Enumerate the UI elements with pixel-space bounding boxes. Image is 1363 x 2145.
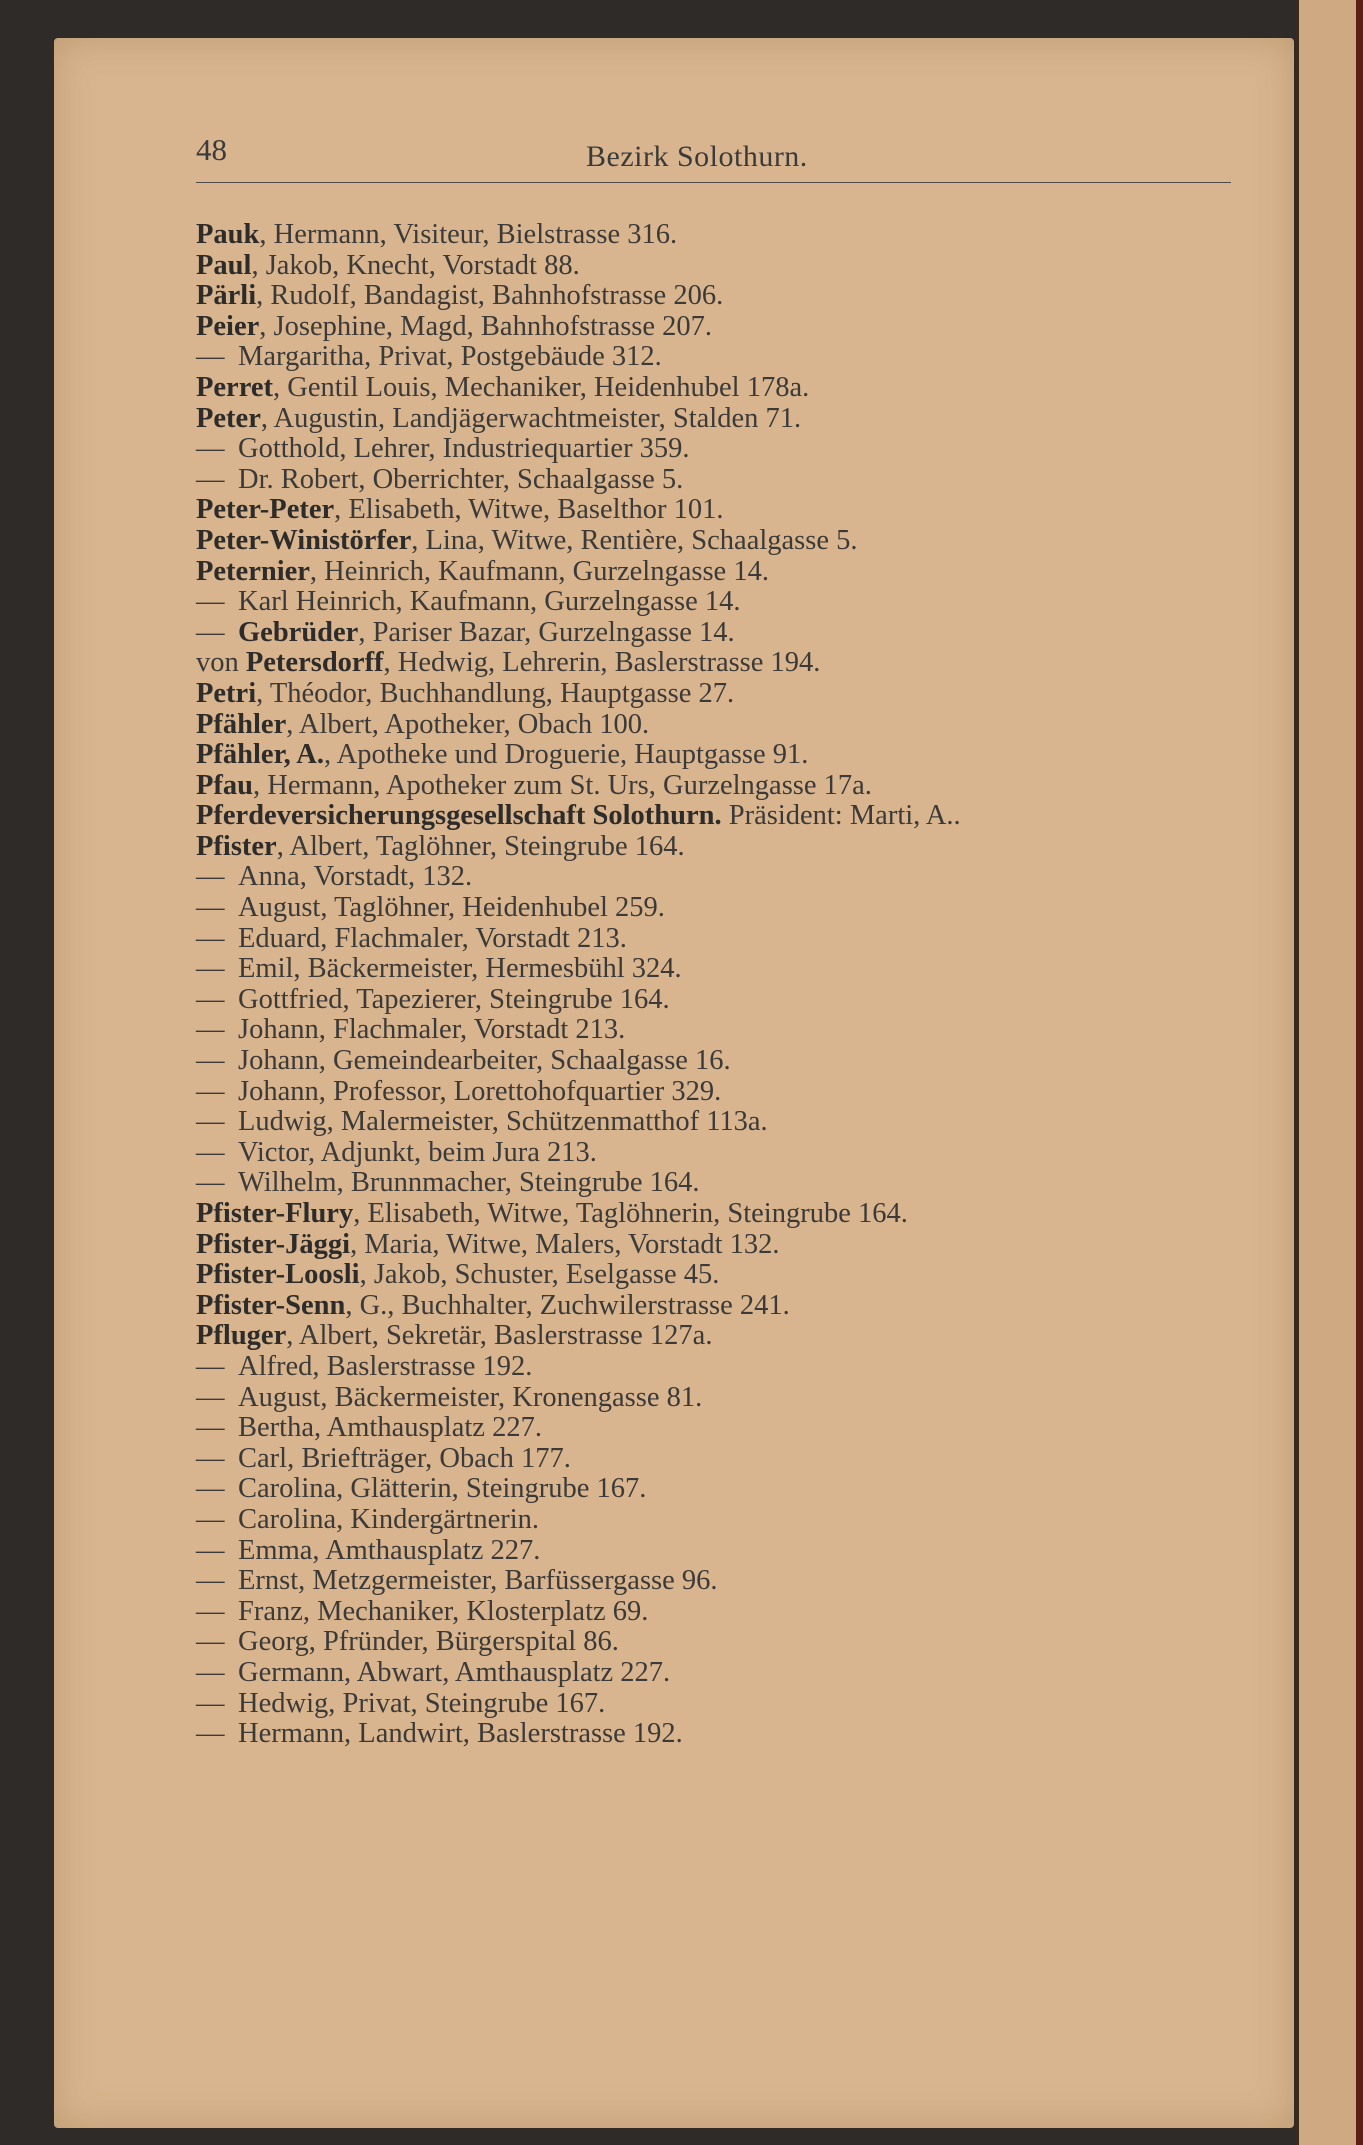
- entry-details: , Apotheke und Droguerie, Hauptgasse 91.: [324, 739, 809, 771]
- entry-details: Emil, Bäckermeister, Hermesbühl 324.: [238, 953, 682, 985]
- entry-details: , Jakob, Knecht, Vorstadt 88.: [251, 249, 580, 281]
- directory-entry: [196, 710, 1276, 741]
- directory-entries: [196, 220, 1276, 1750]
- entry-details: , Jakob, Schuster, Eselgasse 45.: [359, 1259, 720, 1291]
- directory-entry: [196, 312, 1276, 343]
- entry-details: Eduard, Flachmaler, Vorstadt 213.: [238, 922, 627, 954]
- running-head: Bezirk Solothurn.: [586, 140, 808, 173]
- directory-entry: [196, 1015, 1276, 1046]
- entry-details: August, Bäckermeister, Kronengasse 81.: [238, 1381, 703, 1413]
- entry-details: Margaritha, Privat, Postgebäude 312.: [238, 341, 662, 373]
- entry-surname: Paul: [196, 249, 252, 281]
- entry-details: , Elisabeth, Witwe, Taglöhnerin, Steingrube 164.: [353, 1198, 908, 1229]
- header-rule: [196, 182, 1231, 183]
- entry-prefix: —: [196, 1045, 225, 1077]
- directory-entry: [196, 679, 1276, 710]
- entry-surname: Pfister-Jäggi: [196, 1228, 351, 1260]
- directory-entry: [196, 648, 1276, 679]
- directory-entry: [196, 1352, 1276, 1383]
- directory-entry: [196, 1107, 1276, 1138]
- entry-details: Johann, Flachmaler, Vorstadt 213.: [238, 1014, 626, 1046]
- entry-details: , Albert, Taglöhner, Steingrube 164.: [276, 830, 685, 862]
- directory-entry: [196, 1046, 1276, 1077]
- entry-details: , Josephine, Magd, Bahnhofstrasse 207.: [259, 310, 713, 342]
- directory-entry: [196, 1321, 1276, 1352]
- entry-prefix: —: [196, 1075, 225, 1107]
- directory-entry: [196, 1077, 1276, 1108]
- entry-prefix: —: [196, 1106, 225, 1138]
- entry-details: Hedwig, Privat, Steingrube 167.: [238, 1687, 606, 1719]
- entry-details: , Elisabeth, Witwe, Baselthor 101.: [334, 494, 724, 526]
- entry-details: Bertha, Amthausplatz 227.: [238, 1412, 542, 1444]
- entry-details: Johann, Professor, Lorettohofquartier 329.: [238, 1075, 722, 1107]
- entry-surname: Peter-Peter: [196, 494, 335, 526]
- entry-prefix: —: [196, 953, 225, 985]
- directory-entry: [196, 404, 1276, 435]
- directory-entry: [196, 1719, 1276, 1750]
- entry-details: August, Taglöhner, Heidenhubel 259.: [238, 892, 665, 924]
- directory-entry: [196, 1138, 1276, 1169]
- entry-details: , Maria, Witwe, Malers, Vorstadt 132.: [350, 1228, 780, 1260]
- entry-surname: Pärli: [196, 280, 257, 312]
- entry-prefix: —: [196, 586, 225, 618]
- entry-details: Georg, Pfründer, Bürgerspital 86.: [238, 1626, 619, 1658]
- entry-prefix: —: [196, 1687, 225, 1719]
- entry-prefix: —: [196, 1595, 225, 1627]
- entry-prefix: —: [196, 1503, 225, 1535]
- directory-entry: [196, 557, 1276, 588]
- entry-details: Carolina, Kindergärtnerin.: [238, 1503, 540, 1535]
- entry-details: Ernst, Metzgermeister, Barfüssergasse 96.: [238, 1565, 718, 1597]
- entry-prefix: —: [196, 341, 225, 373]
- directory-entry: [196, 1474, 1276, 1505]
- directory-entry: [196, 526, 1276, 557]
- entry-prefix: —: [196, 1534, 225, 1566]
- directory-entry: [196, 801, 1276, 832]
- entry-details: , Hermann, Visiteur, Bielstrasse 316.: [259, 219, 678, 250]
- entry-prefix: —: [196, 861, 225, 893]
- entry-surname: Pfähler, A.: [196, 739, 324, 771]
- entry-prefix: —: [196, 1442, 225, 1474]
- entry-details: Emma, Amthausplatz 227.: [238, 1534, 541, 1566]
- entry-details: , Gentil Louis, Mechaniker, Heidenhubel 178a.: [272, 371, 810, 403]
- directory-entry: [196, 587, 1276, 618]
- book-spine-edge: [1356, 0, 1363, 2145]
- entry-details: , Théodor, Buchhandlung, Hauptgasse 27.: [256, 677, 735, 709]
- entry-details: Dr. Robert, Oberrichter, Schaalgasse 5.: [238, 463, 684, 495]
- entry-details: Franz, Mechaniker, Klosterplatz 69.: [238, 1595, 649, 1627]
- entry-surname: Petersdorff: [245, 647, 384, 679]
- entry-details: , Albert, Sekretär, Baslerstrasse 127a.: [286, 1320, 713, 1352]
- directory-entry: [196, 1260, 1276, 1291]
- directory-entry: [196, 985, 1276, 1016]
- entry-surname: Peter-Winistörfer: [196, 524, 412, 556]
- directory-entry: [196, 1689, 1276, 1720]
- directory-entry: [196, 373, 1276, 404]
- directory-entry: [196, 1168, 1276, 1199]
- entry-details: Ludwig, Malermeister, Schützenmatthof 113a.: [238, 1106, 768, 1138]
- entry-prefix: —: [196, 1565, 225, 1597]
- entry-prefix: —: [196, 433, 225, 465]
- page-number: 48: [196, 132, 227, 167]
- entry-surname: Perret: [196, 371, 273, 403]
- directory-entry: [196, 1444, 1276, 1475]
- entry-details: , Heinrich, Kaufmann, Gurzelngasse 14.: [309, 555, 769, 587]
- entry-details: , Albert, Apotheker, Obach 100.: [286, 708, 650, 740]
- entry-details: , Rudolf, Bandagist, Bahnhofstrasse 206.: [256, 280, 724, 312]
- entry-prefix: —: [196, 1412, 225, 1444]
- directory-entry: [196, 1627, 1276, 1658]
- directory-entry: [196, 1658, 1276, 1689]
- directory-entry: [196, 618, 1276, 649]
- entry-surname: Pauk: [196, 219, 260, 250]
- entry-details: , G., Buchhalter, Zuchwilerstrasse 241.: [345, 1289, 790, 1321]
- entry-details: Gotthold, Lehrer, Industriequartier 359.: [238, 433, 690, 465]
- entry-details: Carolina, Glätterin, Steingrube 167.: [238, 1473, 647, 1505]
- entry-prefix: —: [196, 892, 225, 924]
- directory-entry: [196, 1505, 1276, 1536]
- entry-surname: Pfau: [196, 769, 253, 801]
- directory-entry: [196, 954, 1276, 985]
- entry-surname: Pfister: [196, 830, 277, 862]
- entry-prefix: —: [196, 1167, 225, 1199]
- entry-details: , Lina, Witwe, Rentière, Schaalgasse 5.: [411, 524, 858, 556]
- entry-prefix: —: [196, 1473, 225, 1505]
- entry-prefix: —: [196, 983, 225, 1015]
- entry-surname: Pfister-Loosli: [196, 1259, 360, 1291]
- directory-entry: [196, 832, 1276, 863]
- entry-surname: Gebrüder: [238, 616, 359, 648]
- entry-details: Victor, Adjunkt, beim Jura 213.: [238, 1136, 597, 1168]
- entry-details: Alfred, Baslerstrasse 192.: [238, 1350, 533, 1382]
- entry-prefix: von: [196, 647, 239, 679]
- entry-details: Präsident: Marti, A..: [721, 800, 961, 832]
- entry-details: Wilhelm, Brunnmacher, Steingrube 164.: [238, 1167, 700, 1199]
- entry-surname: Pfluger: [196, 1320, 287, 1352]
- entry-surname: Petri: [196, 677, 257, 709]
- entry-surname: Peier: [196, 310, 260, 342]
- entry-prefix: —: [196, 463, 225, 495]
- directory-entry: [196, 1199, 1276, 1230]
- entry-details: Anna, Vorstadt, 132.: [238, 861, 473, 893]
- entry-surname: Pfister-Flury: [196, 1198, 354, 1229]
- directory-entry: [196, 1413, 1276, 1444]
- directory-entry: [196, 1230, 1276, 1261]
- entry-details: , Pariser Bazar, Gurzelngasse 14.: [358, 616, 735, 648]
- entry-details: Gottfried, Tapezierer, Steingrube 164.: [238, 983, 670, 1015]
- entry-prefix: —: [196, 1350, 225, 1382]
- entry-details: , Augustin, Landjägerwachtmeister, Stalden 71.: [260, 402, 802, 434]
- directory-entry: [196, 1536, 1276, 1567]
- entry-details: Johann, Gemeindearbeiter, Schaalgasse 16.: [238, 1045, 731, 1077]
- directory-entry: [196, 251, 1276, 282]
- entry-details: Carl, Briefträger, Obach 177.: [238, 1442, 571, 1474]
- directory-entry: [196, 342, 1276, 373]
- directory-entry: [196, 740, 1276, 771]
- entry-prefix: —: [196, 1381, 225, 1413]
- entry-details: Hermann, Landwirt, Baslerstrasse 192.: [238, 1718, 683, 1750]
- directory-entry: [196, 434, 1276, 465]
- entry-prefix: —: [196, 1136, 225, 1168]
- entry-details: , Hedwig, Lehrerin, Baslerstrasse 194.: [383, 647, 821, 679]
- entry-details: Karl Heinrich, Kaufmann, Gurzelngasse 14.: [238, 586, 741, 618]
- directory-entry: [196, 495, 1276, 526]
- directory-entry: [196, 862, 1276, 893]
- entry-details: , Hermann, Apotheker zum St. Urs, Gurzelngasse 17a.: [253, 769, 872, 801]
- entry-surname: Pfister-Senn: [196, 1289, 346, 1321]
- directory-entry: [196, 924, 1276, 955]
- directory-entry: [196, 281, 1276, 312]
- directory-entry: [196, 893, 1276, 924]
- entry-prefix: —: [196, 1014, 225, 1046]
- directory-entry: [196, 1291, 1276, 1322]
- adjacent-page-edge: [1296, 0, 1363, 2145]
- entry-surname: Peternier: [196, 555, 310, 587]
- entry-prefix: —: [196, 1718, 225, 1750]
- directory-entry: [196, 771, 1276, 802]
- directory-entry: [196, 1383, 1276, 1414]
- entry-surname: Pfähler: [196, 708, 287, 740]
- entry-prefix: —: [196, 616, 225, 648]
- entry-details: Germann, Abwart, Amthausplatz 227.: [238, 1656, 671, 1688]
- directory-entry: [196, 465, 1276, 496]
- entry-prefix: —: [196, 1626, 225, 1658]
- entry-surname: Peter: [196, 402, 261, 434]
- entry-surname: Pferdeversicherungsgesellschaft Solothurn.: [196, 800, 722, 832]
- entry-prefix: —: [196, 1656, 225, 1688]
- entry-prefix: —: [196, 922, 225, 954]
- directory-entry: [196, 220, 1276, 251]
- directory-entry: [196, 1597, 1276, 1628]
- directory-entry: [196, 1566, 1276, 1597]
